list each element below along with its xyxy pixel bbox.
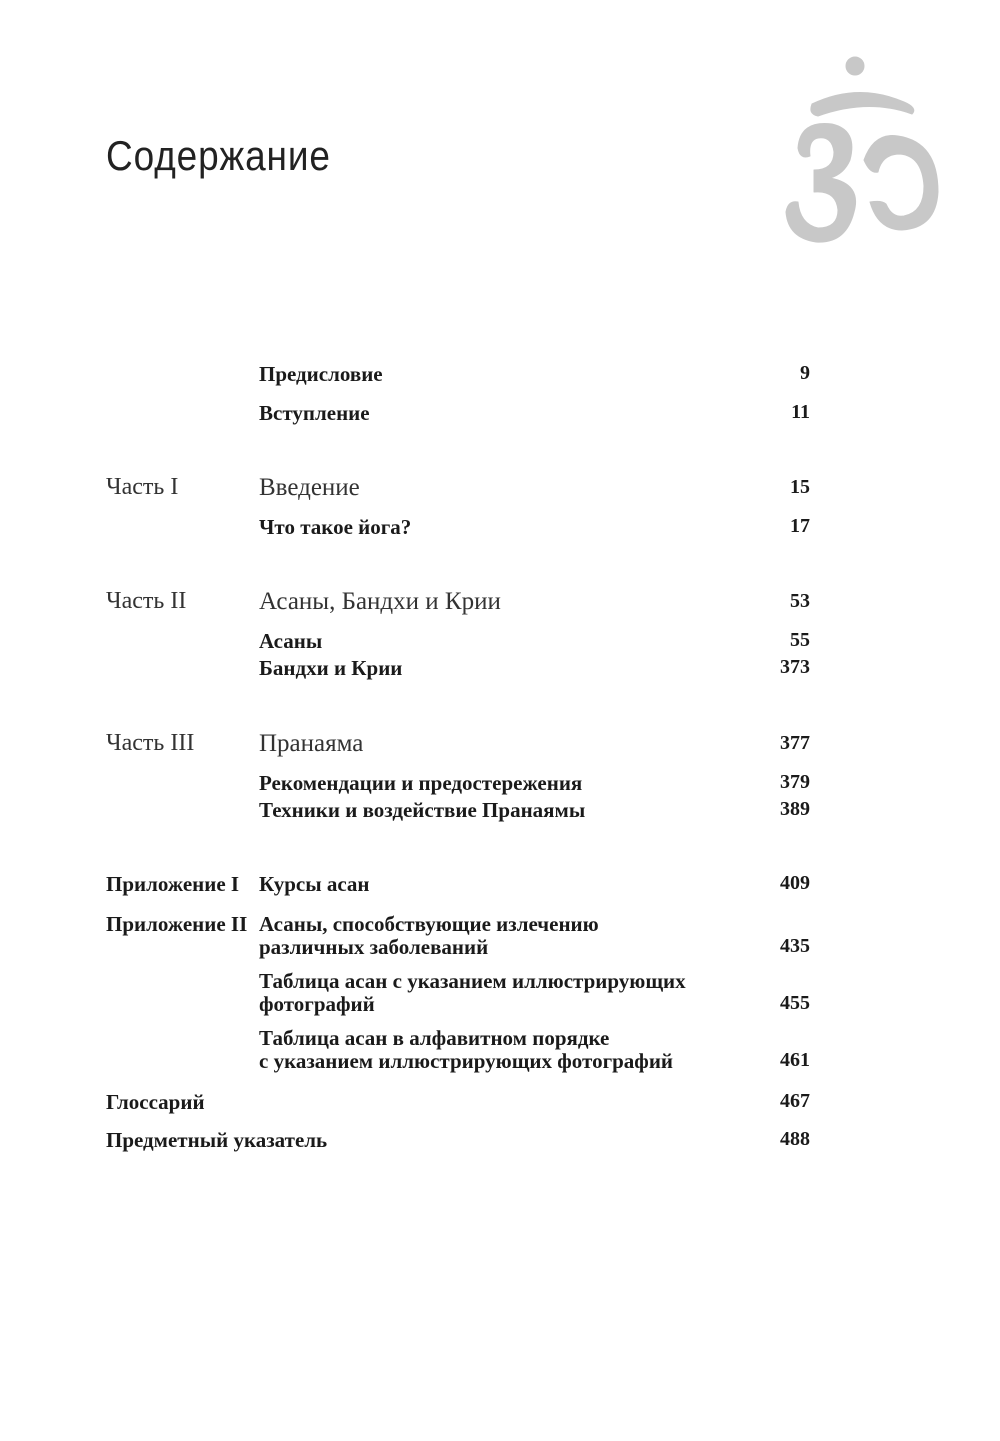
toc-entry[interactable] <box>0 656 1000 684</box>
toc-entry-index[interactable] <box>0 1128 1000 1156</box>
toc-entry-text: Что такое йога? <box>259 515 412 539</box>
part-title: Введение <box>259 474 360 501</box>
toc-page-number: 377 <box>780 732 810 754</box>
page-title: Содержание <box>106 132 331 179</box>
toc-entry[interactable] <box>0 771 1000 799</box>
toc-entry-glossary[interactable] <box>0 1090 1000 1118</box>
toc-page-number: 55 <box>790 629 810 651</box>
toc-entry-preface[interactable] <box>0 362 1000 390</box>
toc-appendix-1[interactable] <box>0 872 1000 900</box>
toc-page-number: 17 <box>790 515 810 537</box>
toc-page-number: 455 <box>780 992 810 1014</box>
toc-page-number: 435 <box>780 935 810 957</box>
toc-entry-text: Предметный указатель <box>106 1128 328 1152</box>
toc-entry-text: Предисловие <box>259 362 383 386</box>
toc-entry-text: с указанием иллюстрирующих фотографий <box>259 1049 674 1073</box>
toc-entry-text: Техники и воздействие Пранаямы <box>259 798 586 822</box>
toc-page-number: 379 <box>780 771 810 793</box>
toc-entry-table-1-cont[interactable] <box>0 992 1000 1020</box>
toc-entry-text: фотографий <box>259 992 375 1016</box>
toc-page-number: 461 <box>780 1049 810 1071</box>
toc-entry[interactable] <box>0 629 1000 657</box>
toc-page-number: 488 <box>780 1128 810 1150</box>
appendix-label: Приложение II <box>106 912 248 936</box>
toc-page-number: 15 <box>790 476 810 498</box>
part-title: Пранаяма <box>259 730 364 757</box>
toc-part-3[interactable] <box>0 730 1000 758</box>
toc-page-number: 373 <box>780 656 810 678</box>
part-label: Часть II <box>106 588 187 614</box>
toc-entry-text: Асаны, способствующие излечению <box>259 912 599 936</box>
part-title: Асаны, Бандхи и Крии <box>259 588 501 615</box>
toc-part-1[interactable] <box>0 474 1000 502</box>
toc-entry-intro[interactable] <box>0 401 1000 429</box>
toc-entry-text: Рекомендации и предостережения <box>259 771 583 795</box>
part-label: Часть III <box>106 730 195 756</box>
toc-entry-text: Курсы асан <box>259 872 370 896</box>
toc-entry-text: Асаны <box>259 629 323 653</box>
toc-entry-text: Бандхи и Крии <box>259 656 403 680</box>
toc-entry-text: Вступление <box>259 401 370 425</box>
toc-entry-text: Глоссарий <box>106 1090 205 1114</box>
toc-entry-text: Таблица асан в алфавитном порядке <box>259 1026 610 1050</box>
toc-page-number: 389 <box>780 798 810 820</box>
appendix-label: Приложение I <box>106 872 240 896</box>
om-icon <box>778 52 946 252</box>
toc-page-number: 467 <box>780 1090 810 1112</box>
toc-entry[interactable] <box>0 515 1000 543</box>
toc-page-number: 53 <box>790 590 810 612</box>
toc-entry[interactable] <box>0 798 1000 826</box>
toc-part-2[interactable] <box>0 588 1000 616</box>
toc-entry-text: различных заболеваний <box>259 935 489 959</box>
toc-page-number: 11 <box>791 401 810 423</box>
toc-appendix-2-cont[interactable] <box>0 935 1000 963</box>
part-label: Часть I <box>106 474 179 500</box>
toc-page-number: 9 <box>800 362 810 384</box>
toc-entry-text: Таблица асан с указанием иллюстрирующих <box>259 969 686 993</box>
toc-entry-table-2-cont[interactable] <box>0 1049 1000 1077</box>
toc-page-number: 409 <box>780 872 810 894</box>
